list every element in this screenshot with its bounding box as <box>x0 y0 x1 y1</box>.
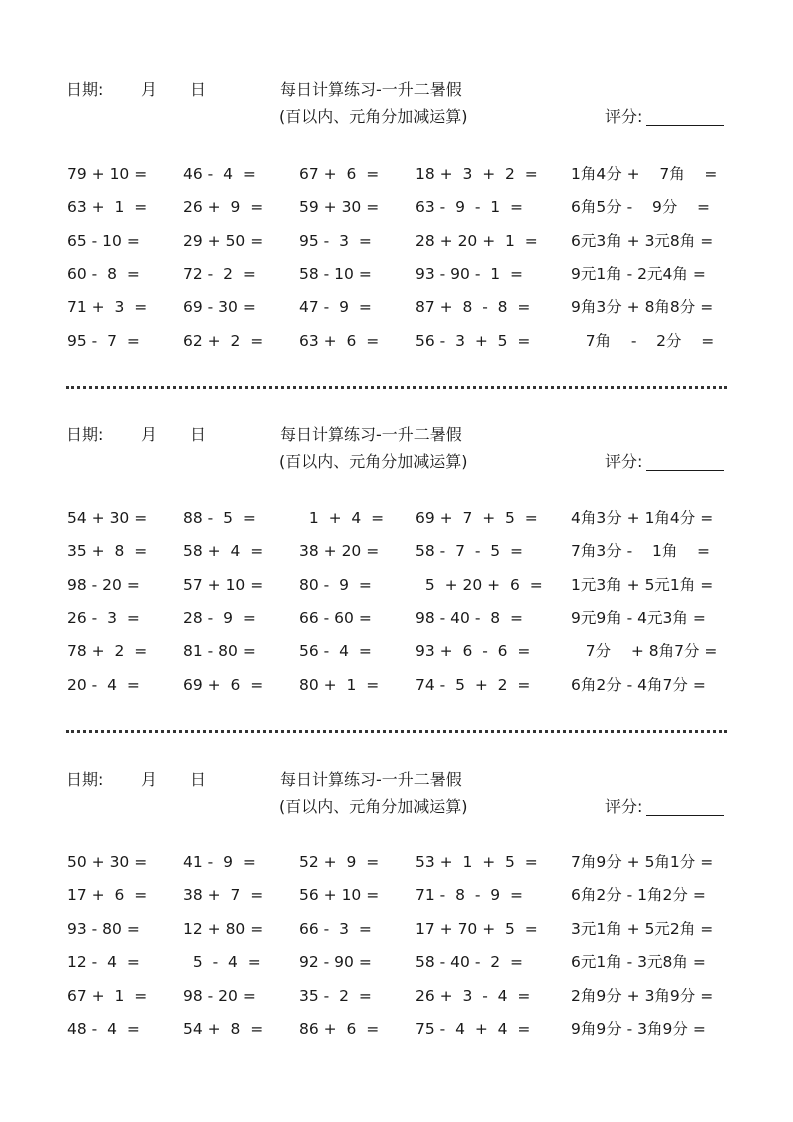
problem: 78 + 2 = <box>67 642 148 660</box>
problem: 81 - 80 = <box>183 642 256 660</box>
problem-row <box>0 262 793 286</box>
problem: 6角2分 - 1角2分 = <box>571 886 706 904</box>
day-label: 日 <box>190 770 207 789</box>
sheet-subtitle: (百以内、元角分加减运算) <box>279 797 468 816</box>
problem: 35 - 2 = <box>299 987 372 1005</box>
problem: 28 - 9 = <box>183 609 256 627</box>
problem: 17 + 6 = <box>67 886 148 904</box>
problem: 95 - 7 = <box>67 332 140 350</box>
problem: 71 - 8 - 9 = <box>415 886 523 904</box>
problem: 98 - 40 - 8 = <box>415 609 523 627</box>
worksheet-2 <box>0 345 793 694</box>
problem: 71 + 3 = <box>67 298 148 316</box>
problem: 6角5分 - 9分 = <box>571 198 711 216</box>
problem-row <box>0 539 793 563</box>
problem: 60 - 8 = <box>67 265 140 283</box>
problem: 26 + 9 = <box>183 198 264 216</box>
problem: 2角9分 + 3角9分 = <box>571 987 714 1005</box>
problem: 46 - 4 = <box>183 165 256 183</box>
problem: 69 - 30 = <box>183 298 256 316</box>
problem: 54 + 8 = <box>183 1020 264 1038</box>
problem: 67 + 6 = <box>299 165 380 183</box>
problem: 58 + 4 = <box>183 542 264 560</box>
problem: 9元9角 - 4元3角 = <box>571 609 706 627</box>
problem-row <box>0 883 793 907</box>
problem: 95 - 3 = <box>299 232 372 250</box>
problem: 3元1角 + 5元2角 = <box>571 920 714 938</box>
problem: 63 + 6 = <box>299 332 380 350</box>
sheet-title: 每日计算练习-一升二暑假 <box>280 425 462 444</box>
problem: 62 + 2 = <box>183 332 264 350</box>
problem: 66 - 60 = <box>299 609 372 627</box>
problem: 7分 + 8角7分 = <box>571 642 718 660</box>
problem: 56 - 3 + 5 = <box>415 332 531 350</box>
problem: 58 - 7 - 5 = <box>415 542 523 560</box>
problem: 5 - 4 = <box>183 953 261 971</box>
problem: 18 + 3 + 2 = <box>415 165 538 183</box>
score-label: 评分: <box>605 107 643 126</box>
problem: 9元1角 - 2元4角 = <box>571 265 706 283</box>
problem: 4角3分 + 1角4分 = <box>571 509 714 527</box>
problem: 80 - 9 = <box>299 576 372 594</box>
problem: 74 - 5 + 2 = <box>415 676 531 694</box>
problem-row <box>0 606 793 630</box>
problem: 80 + 1 = <box>299 676 380 694</box>
problem: 66 - 3 = <box>299 920 372 938</box>
problem-row <box>0 917 793 941</box>
problem: 87 + 8 - 8 = <box>415 298 531 316</box>
problem: 93 - 80 = <box>67 920 140 938</box>
month-label: 月 <box>141 425 158 444</box>
problem: 9角9分 - 3角9分 = <box>571 1020 706 1038</box>
problem: 1 + 4 = <box>299 509 385 527</box>
sheet-subtitle: (百以内、元角分加减运算) <box>279 107 468 126</box>
problem: 93 + 6 - 6 = <box>415 642 531 660</box>
problem-row <box>0 573 793 597</box>
problem: 86 + 6 = <box>299 1020 380 1038</box>
problem: 63 - 9 - 1 = <box>415 198 523 216</box>
problem: 1元3角 + 5元1角 = <box>571 576 714 594</box>
month-label: 月 <box>141 770 158 789</box>
sheet-subtitle: (百以内、元角分加减运算) <box>279 452 468 471</box>
problem: 92 - 90 = <box>299 953 372 971</box>
problem-row <box>0 229 793 253</box>
problem-row <box>0 850 793 874</box>
score-blank[interactable] <box>646 470 724 471</box>
problem: 38 + 7 = <box>183 886 264 904</box>
problem: 26 - 3 = <box>67 609 140 627</box>
problem-row <box>0 162 793 186</box>
problem: 6角2分 - 4角7分 = <box>571 676 706 694</box>
problem-row <box>0 950 793 974</box>
problem: 6元3角 + 3元8角 = <box>571 232 714 250</box>
problem: 75 - 4 + 4 = <box>415 1020 531 1038</box>
problem: 56 + 10 = <box>299 886 380 904</box>
problem: 67 + 1 = <box>67 987 148 1005</box>
problem: 59 + 30 = <box>299 198 380 216</box>
problem-row <box>0 195 793 219</box>
problem: 9角3分 + 8角8分 = <box>571 298 714 316</box>
problem: 20 - 4 = <box>67 676 140 694</box>
problem: 38 + 20 = <box>299 542 380 560</box>
problem: 12 - 4 = <box>67 953 140 971</box>
problem: 41 - 9 = <box>183 853 256 871</box>
score-label: 评分: <box>605 452 643 471</box>
problem-row <box>0 295 793 319</box>
problem: 47 - 9 = <box>299 298 372 316</box>
problem: 5 + 20 + 6 = <box>415 576 543 594</box>
problem: 79 + 10 = <box>67 165 148 183</box>
problem: 53 + 1 + 5 = <box>415 853 538 871</box>
worksheet-3 <box>0 690 793 1038</box>
problem: 58 - 40 - 2 = <box>415 953 523 971</box>
problem: 28 + 20 + 1 = <box>415 232 538 250</box>
problem: 6元1角 - 3元8角 = <box>571 953 706 971</box>
problem: 12 + 80 = <box>183 920 264 938</box>
problem: 7角3分 - 1角 = <box>571 542 711 560</box>
problem: 35 + 8 = <box>67 542 148 560</box>
problem: 29 + 50 = <box>183 232 264 250</box>
date-label: 日期: <box>66 425 104 444</box>
problem: 63 + 1 = <box>67 198 148 216</box>
problem-row <box>0 506 793 530</box>
problem: 98 - 20 = <box>183 987 256 1005</box>
problem: 88 - 5 = <box>183 509 256 527</box>
problem: 58 - 10 = <box>299 265 372 283</box>
problem: 52 + 9 = <box>299 853 380 871</box>
sheet-title: 每日计算练习-一升二暑假 <box>280 770 462 789</box>
problem: 26 + 3 - 4 = <box>415 987 531 1005</box>
problem: 7角 - 2分 = <box>571 332 715 350</box>
problem: 98 - 20 = <box>67 576 140 594</box>
date-label: 日期: <box>66 770 104 789</box>
problem-row <box>0 1017 793 1041</box>
problem: 56 - 4 = <box>299 642 372 660</box>
problem: 54 + 30 = <box>67 509 148 527</box>
problem: 69 + 7 + 5 = <box>415 509 538 527</box>
problem: 48 - 4 = <box>67 1020 140 1038</box>
problem: 7角9分 + 5角1分 = <box>571 853 714 871</box>
problem: 50 + 30 = <box>67 853 148 871</box>
day-label: 日 <box>190 80 207 99</box>
date-label: 日期: <box>66 80 104 99</box>
problem-row <box>0 984 793 1008</box>
problem: 69 + 6 = <box>183 676 264 694</box>
problem: 1角4分 + 7角 = <box>571 165 718 183</box>
score-label: 评分: <box>605 797 643 816</box>
problem: 93 - 90 - 1 = <box>415 265 523 283</box>
score-blank[interactable] <box>646 125 724 126</box>
worksheet-1 <box>0 0 793 350</box>
score-blank[interactable] <box>646 815 724 816</box>
problem-row <box>0 639 793 663</box>
problem: 65 - 10 = <box>67 232 140 250</box>
month-label: 月 <box>141 80 158 99</box>
day-label: 日 <box>190 425 207 444</box>
problem: 57 + 10 = <box>183 576 264 594</box>
problem: 17 + 70 + 5 = <box>415 920 538 938</box>
sheet-title: 每日计算练习-一升二暑假 <box>280 80 462 99</box>
problem: 72 - 2 = <box>183 265 256 283</box>
